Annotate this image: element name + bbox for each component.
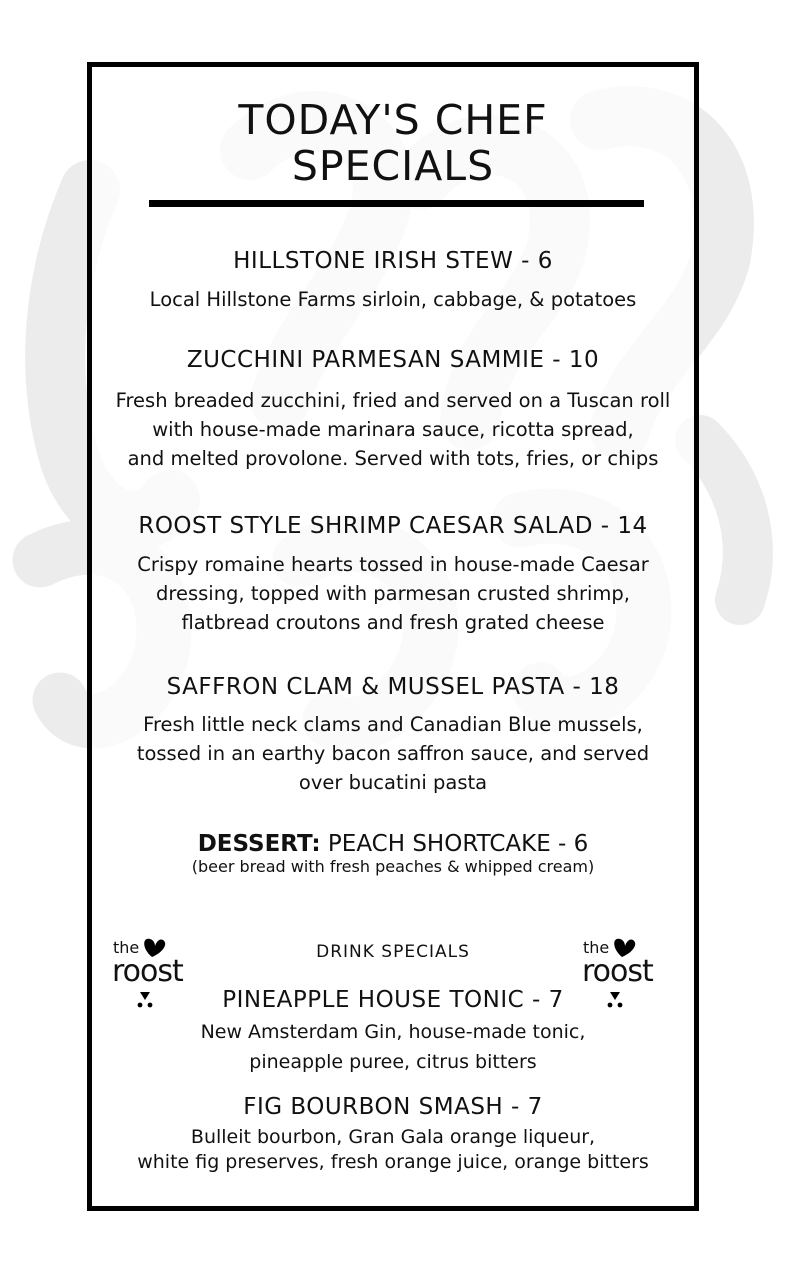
menu-item-3-title: ROOST STYLE SHRIMP CAESAR SALAD - 14 bbox=[138, 513, 648, 539]
drink-item-1-title: PINEAPPLE HOUSE TONIC - 7 bbox=[222, 987, 564, 1013]
drink-item-2-description: Bulleit bourbon, Gran Gala orange liqueur, white fig preserves, fresh orange juice, orange bitters bbox=[137, 1126, 649, 1173]
drink-item-1-description: New Amsterdam Gin, house-made tonic, pineapple puree, citrus bitters bbox=[200, 1021, 586, 1073]
dessert-label: DESSERT: bbox=[197, 831, 321, 857]
menu-item-2-description: Fresh breaded zucchini, fried and served on a Tuscan roll with house-made marinara sauce, ricotta spread, and melted provolone. Served with tots, fries, or chips bbox=[115, 389, 671, 470]
logo-roost: roost bbox=[582, 954, 653, 989]
logo-roost: roost bbox=[112, 954, 183, 989]
menu-item-4-description: Fresh little neck clams and Canadian Blue mussels, tossed in an earthy bacon saffron sauce, and served over bucatini pasta bbox=[136, 713, 650, 794]
menu-item-2-title: ZUCCHINI PARMESAN SAMMIE - 10 bbox=[186, 347, 600, 373]
menu-item-1-description: Local Hillstone Farms sirloin, cabbage, & potatoes bbox=[149, 288, 637, 311]
dessert-title bbox=[92, 830, 694, 858]
drink-specials-heading: DRINK SPECIALS bbox=[316, 942, 470, 962]
menu-item-4-title: SAFFRON CLAM & MUSSEL PASTA - 18 bbox=[166, 674, 620, 700]
dessert-name: PEACH SHORTCAKE - 6 bbox=[320, 831, 589, 857]
logo-the: the bbox=[583, 938, 610, 957]
title-line-1: TODAY'S CHEF bbox=[238, 96, 548, 144]
logo-the: the bbox=[113, 938, 140, 957]
dessert-note: (beer bread with fresh peaches & whipped cream) bbox=[191, 857, 595, 876]
menu-item-1-title: HILLSTONE IRISH STEW - 6 bbox=[233, 248, 553, 274]
menu-item-3-description: Crispy romaine hearts tossed in house-made Caesar dressing, topped with parmesan crusted shrimp, flatbread croutons and fresh grated cheese bbox=[137, 553, 649, 634]
page-title bbox=[92, 97, 694, 189]
title-divider bbox=[149, 200, 644, 207]
title-line-2: SPECIALS bbox=[291, 142, 495, 190]
specials-card bbox=[87, 62, 699, 1211]
drink-item-2-title: FIG BOURBON SMASH - 7 bbox=[243, 1094, 543, 1120]
